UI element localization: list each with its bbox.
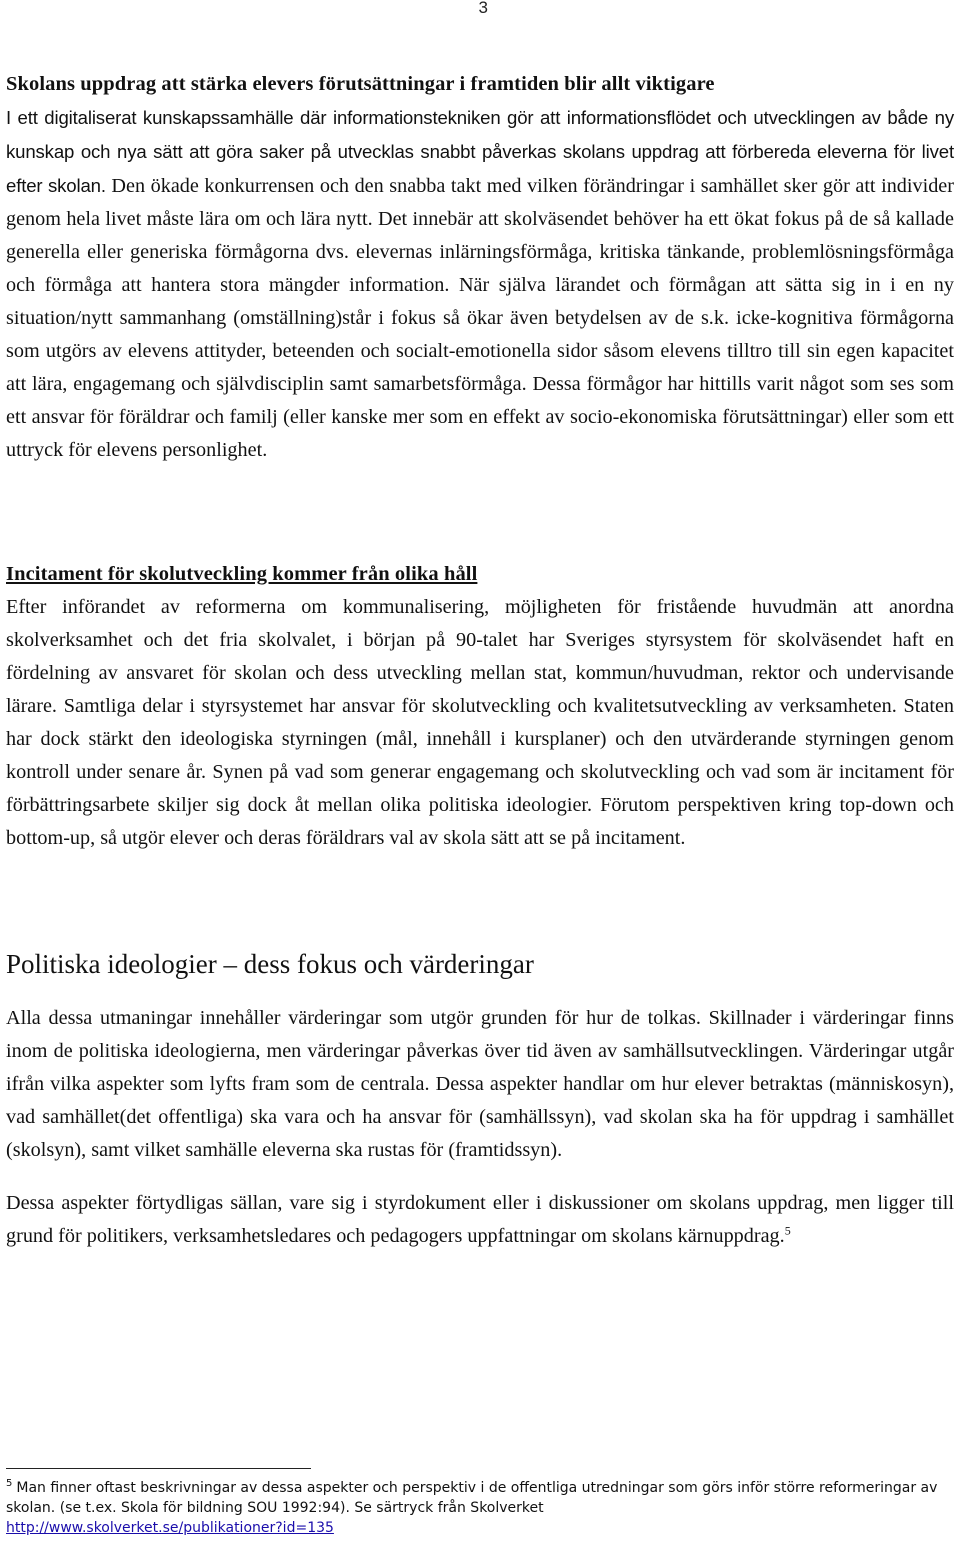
footnote <box>6 1478 946 1538</box>
body-paragraph <box>6 101 954 467</box>
section-heading: Skolans uppdrag att stärka elevers förutsättningar i framtiden blir allt viktigare <box>6 73 715 95</box>
section-incitament <box>6 558 954 855</box>
footnote-divider <box>6 1468 311 1469</box>
section-heading: Incitament för skolutveckling kommer från olika håll <box>6 563 478 585</box>
body-paragraph: Alla dessa utmaningar innehåller värderingar som utgör grunden för hur de tolkas. Skillnader i värderingar finns inom de politiska ideologierna, men värderingar påverkas över tid även av samhällsutvecklingen. Värderingar utgår ifrån vilka aspekter som lyfts fram som de centrala. Dessa aspekter handlar om hur elever betraktas (människosyn), vad samhället(det offentliga) ska vara och ha ansvar för (samhällssyn), vad skolan ska ha för uppdrag i samhället (skolsyn), samt vilket samhälle eleverna ska rustas för (framtidssyn). <box>6 1007 954 1161</box>
section-skolans-uppdrag <box>6 68 954 467</box>
paragraph-serif-part: Den ökade konkurrensen och den snabba takt med vilken förändringar i samhället sker gör att individer genom hela livet måste lära om och lära nytt. Det innebär att skolväsendet behöver ha ett ökat fokus på de så kallade generella eller generiska förmågorna dvs. elevernas inlärningsförmåga, kritiska tänkande, problemlösningsförmåga och förmåga att hantera stora mängder information. När själva lärandet och förmågan att sätta sig in i en ny situation/nytt sammanhang (omställning)står i fokus så ökar även betydelsen av de s.k. icke-kognitiva förmågorna som utgörs av elevens attityder, beteenden och socialt-emotionella sidor såsom elevens tilltro till sin egen kapacitet att lära, engagemang och självdisciplin samt samarbetsförmåga. Dessa förmågor har hittills varit något som ses som ett ansvar för föräldrar och familj (eller kanske mer som en effekt av socio-ekonomiska förutsättningar) eller som ett uttryck för elevens personlighet. <box>6 175 954 461</box>
body-paragraph <box>6 1187 954 1253</box>
footnote-link[interactable]: http://www.skolverket.se/publikationer?id=135 <box>6 1520 334 1536</box>
body-paragraph: Efter införandet av reformerna om kommunalisering, möjligheten för fristående huvudmän att anordna skolverksamhet och det fria skolvalet, i början på 90-talet har Sveriges styrsystem för skolväsendet haft en fördelning av ansvaret för skolan och dess utveckling mellan stat, kommun/huvudman, rektor och undervisande lärare. Samtliga delar i styrsystemet har ansvar för skolutveckling och kvalitetsutveckling av verksamheten. Staten har dock stärkt den ideologiska styrningen (mål, innehåll i kursplaner) och den utvärderande styrningen genom kontroll under senare år. Synen på vad som generar engagemang och skolutveckling och vad som är incitament för förbättringsarbete skiljer sig dock åt mellan olika politiska ideologier. Förutom perspektiven kring top-down och bottom-up, så utgör elever och deras föräldrars val av skola sätt att se på incitament. <box>6 596 954 849</box>
footnote-text: Man finner oftast beskrivningar av dessa aspekter och perspektiv i de offentliga utredningar som görs inför större reformeringar av skolan. (se t.ex. Skola för bildning SOU 1992:94). Se särtryck från Skolverket <box>6 1480 938 1516</box>
footnote-number: 5 <box>6 1478 13 1490</box>
section-heading: Politiska ideologier – dess fokus och värderingar <box>6 949 534 979</box>
paragraph-text: Dessa aspekter förtydligas sällan, vare sig i styrdokument eller i diskussioner om skolans uppdrag, men ligger till grund för politikers, verksamhetsledares och pedagogers uppfattningar om skolans kärnuppdrag. <box>6 1192 954 1247</box>
section-politiska-ideologier <box>6 946 954 1253</box>
footnote-reference[interactable]: 5 <box>784 1223 791 1238</box>
paragraph-sans-part: I ett digitaliserat kunskapssamhälle där informationstekniken gör att informationsflödet och utvecklingen av både ny kunskap och nya sätt att göra saker på utvecklas snabbt påverkas skolans uppdrag att förbereda eleverna för livet efter skolan. <box>6 107 954 196</box>
page-number: 3 <box>478 0 488 17</box>
